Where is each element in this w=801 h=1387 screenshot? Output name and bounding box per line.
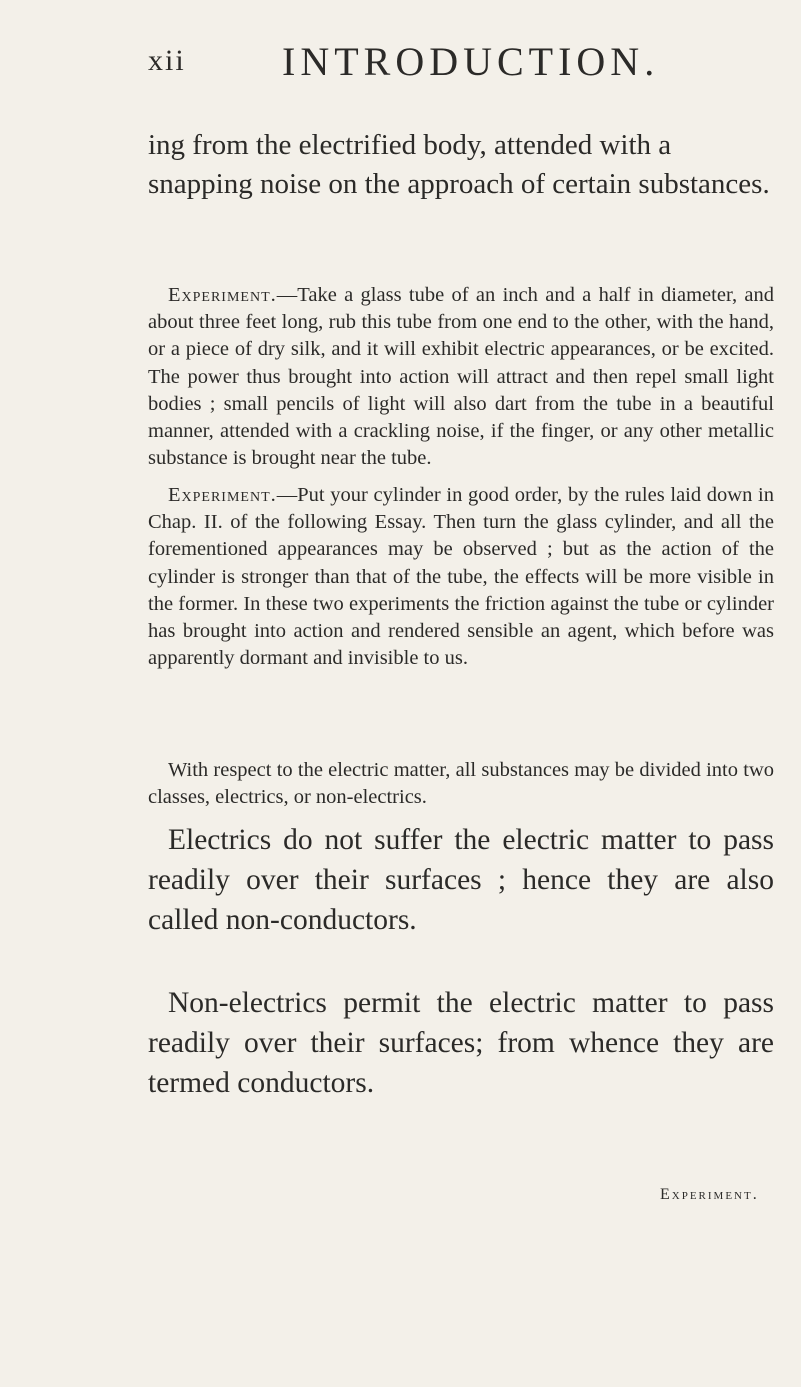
classes-paragraph: With respect to the electric matter, all substances may be divided into two classes, electrics, or non-electrics. xyxy=(148,759,774,809)
experiment-text: —Put your cylinder in good order, by the rules laid down in Chap. II. of the following Essay. Then turn the glass cylinder, and all the forementioned appearances may be observed ; but as the action of the cylinder is stronger than that of the tube, the effects will be more visible in the former. In these two experiments the friction against the tube or cylinder has brought into action and rendered sensible an agent, which before was apparently dormant and invisible to us. xyxy=(148,484,774,670)
experiment-label: Experiment. xyxy=(168,484,277,506)
electrics-definition: Electrics do not suffer the electric matter to pass readily over their surfaces ; hence they are also called non-conductors. xyxy=(148,824,774,936)
experiment-label: Experiment. xyxy=(168,284,277,306)
non-electrics-definition: Non-electrics permit the electric matter to pass readily over their surfaces; from whence they are termed conductors. xyxy=(148,987,774,1099)
page-header xyxy=(148,38,768,98)
experiment-text: —Take a glass tube of an inch and a half in diameter, and about three feet long, rub this tube from one end to the other, with the hand, or a piece of dry silk, and it will exhibit electric appearances, or be excited. The power thus brought into action will attract and then repel small light bodies ; small pencils of light will also dart from the tube in a beautiful manner, attended with a crackling noise, if the finger, or any other metallic substance is brought near the tube. xyxy=(148,284,774,470)
catchword: Experiment. xyxy=(660,1186,759,1203)
experiment-paragraph-1 xyxy=(148,282,774,472)
experiment-paragraph-2 xyxy=(148,482,774,672)
page-number: xii xyxy=(148,44,186,77)
lead-paragraph: ing from the electrified body, attended with a snapping noise on the approach of certain substances. xyxy=(148,129,770,200)
running-head: INTRODUCTION. xyxy=(282,39,660,84)
